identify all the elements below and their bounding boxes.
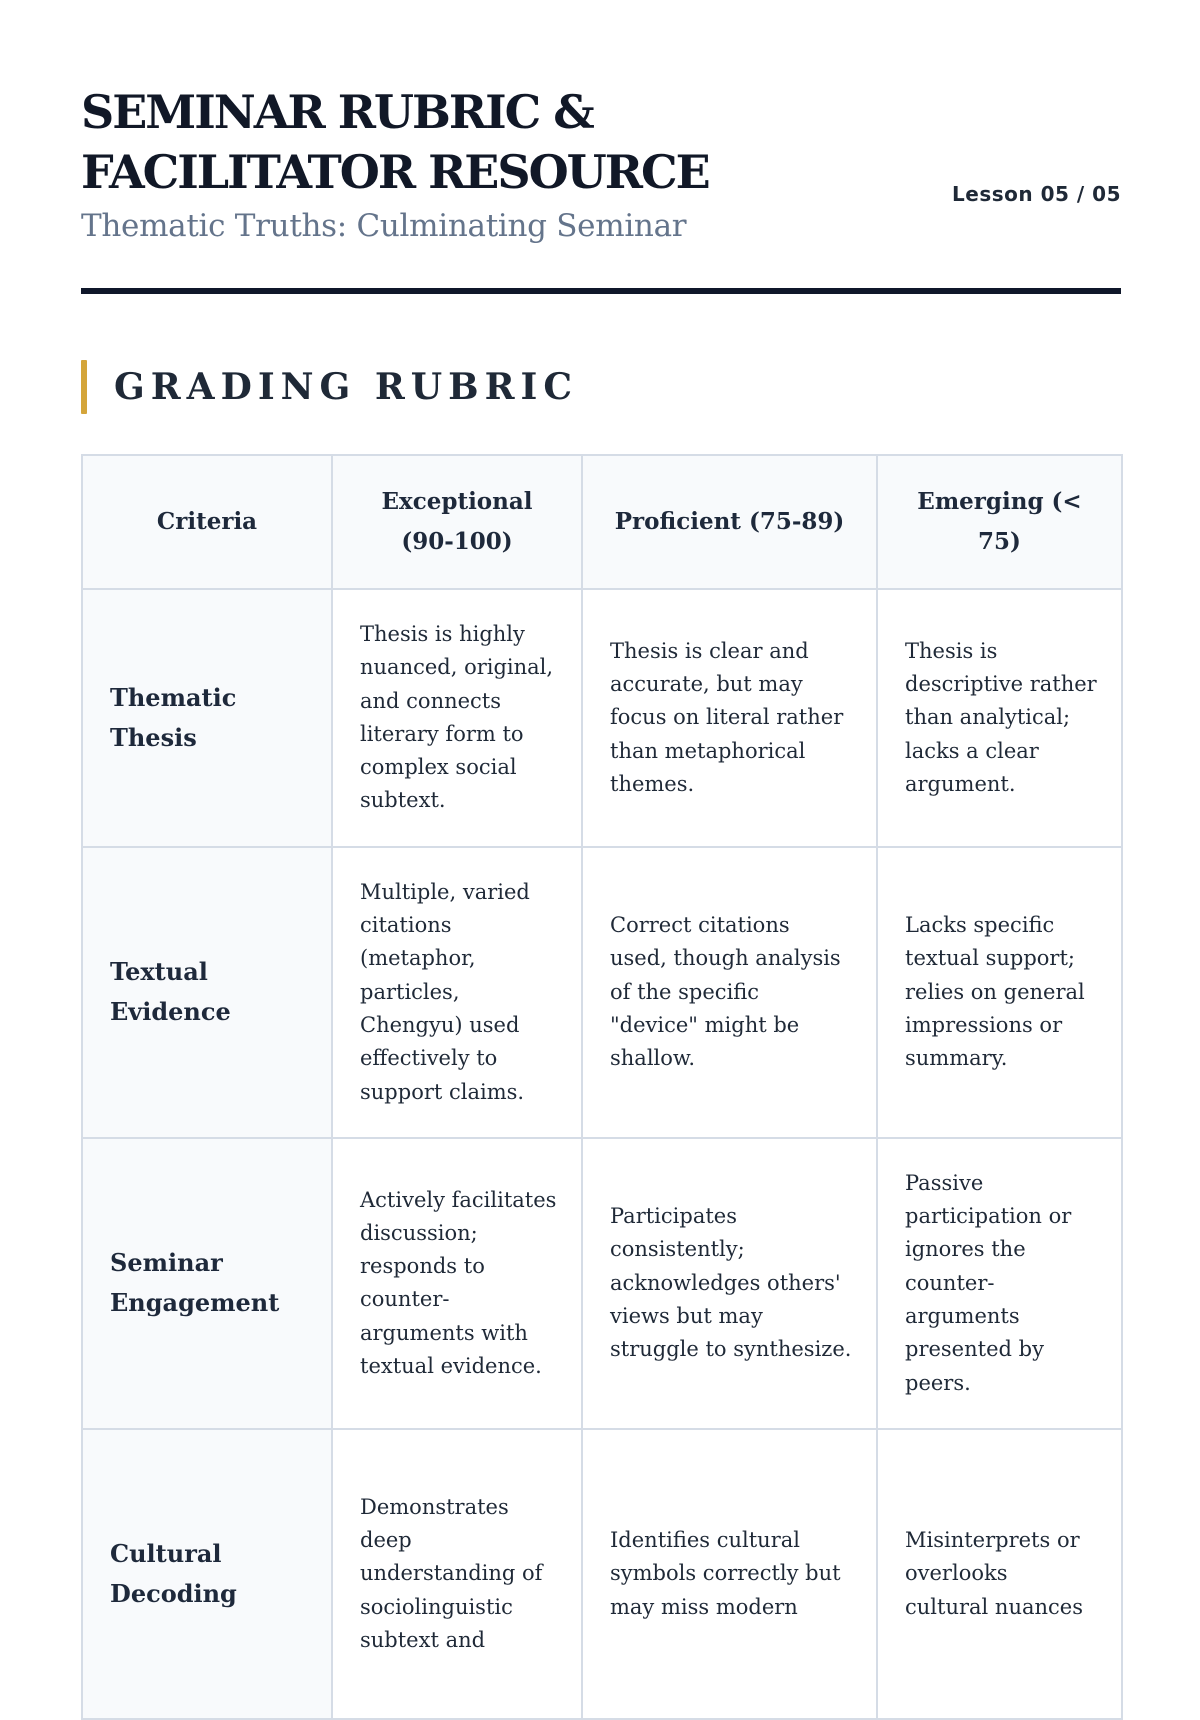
proficient-cell: Participates consistently; acknowledges others' views but may struggle to synthesize. — [582, 1138, 877, 1429]
rubric-table — [81, 454, 1123, 1720]
exceptional-cell: Thesis is highly nuanced, original, and connects literary form to complex social subtext. — [332, 589, 582, 847]
section-heading — [81, 360, 578, 414]
proficient-cell: Correct citations used, though analysis of the specific "device" might be shallow. — [582, 847, 877, 1138]
document-header — [81, 82, 1121, 246]
table-header-row — [82, 455, 1122, 589]
emerging-cell: Thesis is descriptive rather than analytical; lacks a clear argument. — [877, 589, 1122, 847]
criterion-cell: Thematic Thesis — [82, 589, 332, 847]
header-divider — [81, 288, 1121, 294]
exceptional-cell: Multiple, varied citations (metaphor, particles, Chengyu) used effectively to support claims. — [332, 847, 582, 1138]
proficient-cell: Identifies cultural symbols correctly but may miss modern — [582, 1429, 877, 1719]
section-title: GRADING RUBRIC — [114, 366, 578, 408]
column-header-proficient: Proficient (75-89) — [582, 455, 877, 589]
table-row — [82, 589, 1122, 847]
column-header-emerging: Emerging (< 75) — [877, 455, 1122, 589]
emerging-cell: Misinterprets or overlooks cultural nuances — [877, 1429, 1122, 1719]
page-title: SEMINAR RUBRIC & FACILITATOR RESOURCE — [81, 85, 709, 199]
lesson-indicator: Lesson 05 / 05 — [952, 182, 1121, 206]
page-subtitle: Thematic Truths: Culminating Seminar — [81, 208, 687, 244]
emerging-cell: Lacks specific textual support; relies on general impressions or summary. — [877, 847, 1122, 1138]
table-row — [82, 847, 1122, 1138]
emerging-cell: Passive participation or ignores the counter-arguments presented by peers. — [877, 1138, 1122, 1429]
exceptional-cell: Demonstrates deep understanding of sociolinguistic subtext and — [332, 1429, 582, 1719]
table-row — [82, 1138, 1122, 1429]
exceptional-cell: Actively facilitates discussion; responds to counter-arguments with textual evidence. — [332, 1138, 582, 1429]
proficient-cell: Thesis is clear and accurate, but may focus on literal rather than metaphorical themes. — [582, 589, 877, 847]
column-header-criteria: Criteria — [82, 455, 332, 589]
criterion-cell: Textual Evidence — [82, 847, 332, 1138]
column-header-exceptional: Exceptional (90-100) — [332, 455, 582, 589]
section-accent-bar — [81, 360, 87, 414]
criterion-cell: Cultural Decoding — [82, 1429, 332, 1719]
table-row — [82, 1429, 1122, 1719]
criterion-cell: Seminar Engagement — [82, 1138, 332, 1429]
